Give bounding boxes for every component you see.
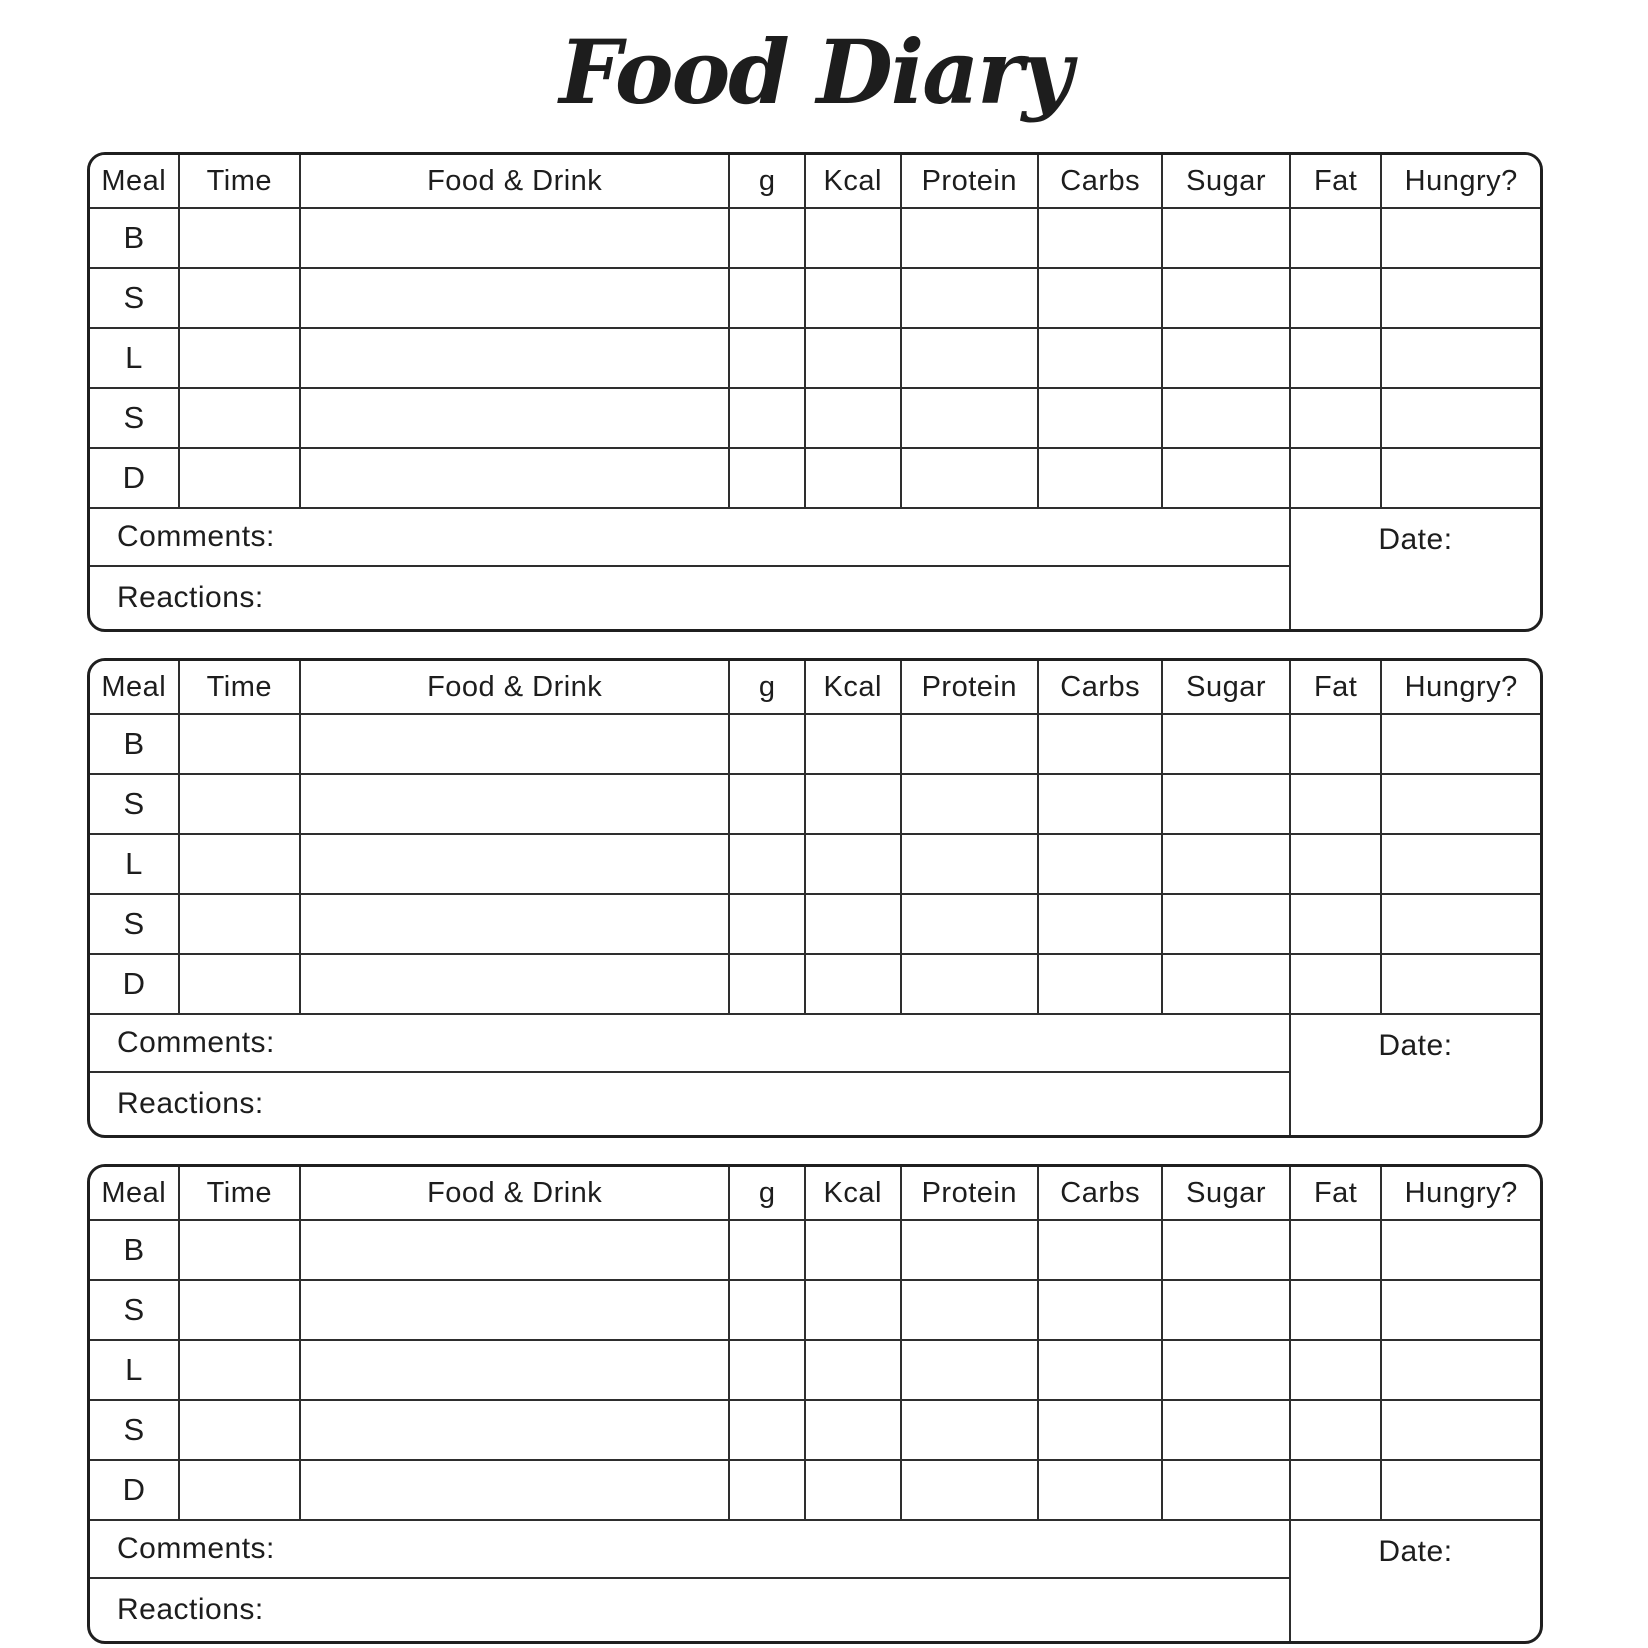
protein-cell[interactable] xyxy=(902,1461,1039,1521)
column-header-hungry: Hungry? xyxy=(1382,661,1540,715)
sugar-cell[interactable] xyxy=(1163,269,1290,329)
column-header-food-drink: Food & Drink xyxy=(301,1167,730,1221)
meal-label-snack2: S xyxy=(90,389,180,449)
column-header-meal: Meal xyxy=(90,155,180,209)
sugar-cell[interactable] xyxy=(1163,329,1290,389)
kcal-cell[interactable] xyxy=(806,1281,902,1341)
food-drink-cell[interactable] xyxy=(301,449,730,509)
column-header-food-drink: Food & Drink xyxy=(301,661,730,715)
column-header-sugar: Sugar xyxy=(1163,155,1290,209)
hungry-cell[interactable] xyxy=(1382,1401,1540,1461)
time-cell[interactable] xyxy=(180,775,302,835)
meal-label-snack2: S xyxy=(90,1401,180,1461)
column-header-kcal: Kcal xyxy=(806,155,902,209)
comments-label: Comments: xyxy=(117,1532,275,1565)
date-field[interactable] xyxy=(1291,509,1540,629)
kcal-cell[interactable] xyxy=(806,775,902,835)
food-drink-cell[interactable] xyxy=(301,895,730,955)
column-header-fat: Fat xyxy=(1291,661,1383,715)
column-header-protein: Protein xyxy=(902,1167,1039,1221)
time-cell[interactable] xyxy=(180,895,302,955)
meal-label-dinner: D xyxy=(90,1461,180,1521)
time-cell[interactable] xyxy=(180,389,302,449)
kcal-cell[interactable] xyxy=(806,449,902,509)
date-label: Date: xyxy=(1378,523,1453,556)
protein-cell[interactable] xyxy=(902,1341,1039,1401)
fat-cell[interactable] xyxy=(1291,775,1383,835)
food-drink-cell[interactable] xyxy=(301,1341,730,1401)
fat-cell[interactable] xyxy=(1291,955,1383,1015)
reactions-field[interactable] xyxy=(90,567,1289,629)
column-header-grams: g xyxy=(730,661,806,715)
fat-cell[interactable] xyxy=(1291,389,1383,449)
carbs-cell[interactable] xyxy=(1039,1461,1163,1521)
grams-cell[interactable] xyxy=(730,1281,806,1341)
reactions-field[interactable] xyxy=(90,1579,1289,1641)
hungry-cell[interactable] xyxy=(1382,775,1540,835)
sugar-cell[interactable] xyxy=(1163,715,1290,775)
reactions-label: Reactions: xyxy=(117,1087,264,1120)
kcal-cell[interactable] xyxy=(806,1461,902,1521)
time-cell[interactable] xyxy=(180,449,302,509)
meal-label-lunch: L xyxy=(90,1341,180,1401)
sugar-cell[interactable] xyxy=(1163,449,1290,509)
hungry-cell[interactable] xyxy=(1382,389,1540,449)
food-drink-cell[interactable] xyxy=(301,835,730,895)
date-label: Date: xyxy=(1378,1535,1453,1568)
grams-cell[interactable] xyxy=(730,269,806,329)
grams-cell[interactable] xyxy=(730,955,806,1015)
diary-block xyxy=(87,152,1543,632)
kcal-cell[interactable] xyxy=(806,209,902,269)
hungry-cell[interactable] xyxy=(1382,269,1540,329)
grams-cell[interactable] xyxy=(730,715,806,775)
carbs-cell[interactable] xyxy=(1039,329,1163,389)
date-label: Date: xyxy=(1378,1029,1453,1062)
food-drink-cell[interactable] xyxy=(301,775,730,835)
sugar-cell[interactable] xyxy=(1163,1281,1290,1341)
grams-cell[interactable] xyxy=(730,449,806,509)
food-drink-cell[interactable] xyxy=(301,1281,730,1341)
column-header-grams: g xyxy=(730,1167,806,1221)
hungry-cell[interactable] xyxy=(1382,329,1540,389)
column-header-protein: Protein xyxy=(902,661,1039,715)
grams-cell[interactable] xyxy=(730,389,806,449)
time-cell[interactable] xyxy=(180,955,302,1015)
meal-table xyxy=(90,661,1540,1015)
carbs-cell[interactable] xyxy=(1039,389,1163,449)
sugar-cell[interactable] xyxy=(1163,389,1290,449)
time-cell[interactable] xyxy=(180,329,302,389)
table-footer xyxy=(90,509,1540,629)
time-cell[interactable] xyxy=(180,1461,302,1521)
food-drink-cell[interactable] xyxy=(301,715,730,775)
meal-label-dinner: D xyxy=(90,955,180,1015)
grams-cell[interactable] xyxy=(730,1461,806,1521)
meal-label-snack: S xyxy=(90,269,180,329)
fat-cell[interactable] xyxy=(1291,209,1383,269)
date-field[interactable] xyxy=(1291,1521,1540,1641)
hungry-cell[interactable] xyxy=(1382,1461,1540,1521)
hungry-cell[interactable] xyxy=(1382,1221,1540,1281)
comments-field[interactable] xyxy=(90,1015,1289,1073)
protein-cell[interactable] xyxy=(902,1221,1039,1281)
food-drink-cell[interactable] xyxy=(301,955,730,1015)
sugar-cell[interactable] xyxy=(1163,955,1290,1015)
carbs-cell[interactable] xyxy=(1039,775,1163,835)
protein-cell[interactable] xyxy=(902,389,1039,449)
sugar-cell[interactable] xyxy=(1163,1221,1290,1281)
fat-cell[interactable] xyxy=(1291,1341,1383,1401)
food-drink-cell[interactable] xyxy=(301,329,730,389)
column-header-meal: Meal xyxy=(90,1167,180,1221)
sugar-cell[interactable] xyxy=(1163,1341,1290,1401)
food-drink-cell[interactable] xyxy=(301,209,730,269)
hungry-cell[interactable] xyxy=(1382,449,1540,509)
food-drink-cell[interactable] xyxy=(301,1401,730,1461)
fat-cell[interactable] xyxy=(1291,1461,1383,1521)
kcal-cell[interactable] xyxy=(806,715,902,775)
sugar-cell[interactable] xyxy=(1163,835,1290,895)
kcal-cell[interactable] xyxy=(806,955,902,1015)
date-field[interactable] xyxy=(1291,1015,1540,1135)
grams-cell[interactable] xyxy=(730,1221,806,1281)
fat-cell[interactable] xyxy=(1291,1221,1383,1281)
column-header-kcal: Kcal xyxy=(806,1167,902,1221)
fat-cell[interactable] xyxy=(1291,269,1383,329)
meal-label-breakfast: B xyxy=(90,209,180,269)
grams-cell[interactable] xyxy=(730,1401,806,1461)
column-header-sugar: Sugar xyxy=(1163,661,1290,715)
sugar-cell[interactable] xyxy=(1163,895,1290,955)
food-drink-cell[interactable] xyxy=(301,1461,730,1521)
meal-label-dinner: D xyxy=(90,449,180,509)
time-cell[interactable] xyxy=(180,1401,302,1461)
fat-cell[interactable] xyxy=(1291,1401,1383,1461)
column-header-time: Time xyxy=(180,1167,302,1221)
reactions-label: Reactions: xyxy=(117,1593,264,1626)
column-header-kcal: Kcal xyxy=(806,661,902,715)
sugar-cell[interactable] xyxy=(1163,1461,1290,1521)
reactions-label: Reactions: xyxy=(117,581,264,614)
carbs-cell[interactable] xyxy=(1039,449,1163,509)
grams-cell[interactable] xyxy=(730,329,806,389)
column-header-time: Time xyxy=(180,661,302,715)
hungry-cell[interactable] xyxy=(1382,1341,1540,1401)
grams-cell[interactable] xyxy=(730,775,806,835)
protein-cell[interactable] xyxy=(902,895,1039,955)
kcal-cell[interactable] xyxy=(806,1221,902,1281)
meal-table xyxy=(90,1167,1540,1521)
food-drink-cell[interactable] xyxy=(301,389,730,449)
fat-cell[interactable] xyxy=(1291,329,1383,389)
carbs-cell[interactable] xyxy=(1039,1341,1163,1401)
page-title: Food Diary xyxy=(559,20,1071,124)
protein-cell[interactable] xyxy=(902,1401,1039,1461)
grams-cell[interactable] xyxy=(730,895,806,955)
comments-label: Comments: xyxy=(117,520,275,553)
grams-cell[interactable] xyxy=(730,1341,806,1401)
carbs-cell[interactable] xyxy=(1039,835,1163,895)
column-header-carbs: Carbs xyxy=(1039,1167,1163,1221)
column-header-hungry: Hungry? xyxy=(1382,155,1540,209)
hungry-cell[interactable] xyxy=(1382,715,1540,775)
protein-cell[interactable] xyxy=(902,269,1039,329)
kcal-cell[interactable] xyxy=(806,329,902,389)
meal-table xyxy=(90,155,1540,509)
kcal-cell[interactable] xyxy=(806,895,902,955)
meal-label-breakfast: B xyxy=(90,715,180,775)
time-cell[interactable] xyxy=(180,835,302,895)
comments-label: Comments: xyxy=(117,1026,275,1059)
fat-cell[interactable] xyxy=(1291,1281,1383,1341)
fat-cell[interactable] xyxy=(1291,895,1383,955)
column-header-meal: Meal xyxy=(90,661,180,715)
carbs-cell[interactable] xyxy=(1039,1401,1163,1461)
hungry-cell[interactable] xyxy=(1382,1281,1540,1341)
food-drink-cell[interactable] xyxy=(301,269,730,329)
protein-cell[interactable] xyxy=(902,1281,1039,1341)
fat-cell[interactable] xyxy=(1291,449,1383,509)
kcal-cell[interactable] xyxy=(806,835,902,895)
column-header-fat: Fat xyxy=(1291,1167,1383,1221)
kcal-cell[interactable] xyxy=(806,1401,902,1461)
protein-cell[interactable] xyxy=(902,329,1039,389)
column-header-sugar: Sugar xyxy=(1163,1167,1290,1221)
reactions-field[interactable] xyxy=(90,1073,1289,1135)
table-footer xyxy=(90,1521,1540,1641)
hungry-cell[interactable] xyxy=(1382,955,1540,1015)
time-cell[interactable] xyxy=(180,1221,302,1281)
hungry-cell[interactable] xyxy=(1382,835,1540,895)
kcal-cell[interactable] xyxy=(806,269,902,329)
protein-cell[interactable] xyxy=(902,955,1039,1015)
time-cell[interactable] xyxy=(180,1341,302,1401)
column-header-carbs: Carbs xyxy=(1039,155,1163,209)
meal-label-lunch: L xyxy=(90,329,180,389)
sugar-cell[interactable] xyxy=(1163,209,1290,269)
column-header-grams: g xyxy=(730,155,806,209)
sugar-cell[interactable] xyxy=(1163,1401,1290,1461)
carbs-cell[interactable] xyxy=(1039,715,1163,775)
column-header-carbs: Carbs xyxy=(1039,661,1163,715)
grams-cell[interactable] xyxy=(730,835,806,895)
time-cell[interactable] xyxy=(180,209,302,269)
fat-cell[interactable] xyxy=(1291,715,1383,775)
column-header-fat: Fat xyxy=(1291,155,1383,209)
meal-label-snack: S xyxy=(90,775,180,835)
carbs-cell[interactable] xyxy=(1039,269,1163,329)
carbs-cell[interactable] xyxy=(1039,895,1163,955)
grams-cell[interactable] xyxy=(730,209,806,269)
diary-block xyxy=(87,658,1543,1138)
protein-cell[interactable] xyxy=(902,775,1039,835)
time-cell[interactable] xyxy=(180,269,302,329)
carbs-cell[interactable] xyxy=(1039,1221,1163,1281)
meal-label-breakfast: B xyxy=(90,1221,180,1281)
carbs-cell[interactable] xyxy=(1039,1281,1163,1341)
carbs-cell[interactable] xyxy=(1039,955,1163,1015)
comments-field[interactable] xyxy=(90,1521,1289,1579)
diary-block xyxy=(87,1164,1543,1644)
fat-cell[interactable] xyxy=(1291,835,1383,895)
meal-label-snack: S xyxy=(90,1281,180,1341)
sugar-cell[interactable] xyxy=(1163,775,1290,835)
protein-cell[interactable] xyxy=(902,835,1039,895)
food-drink-cell[interactable] xyxy=(301,1221,730,1281)
hungry-cell[interactable] xyxy=(1382,209,1540,269)
carbs-cell[interactable] xyxy=(1039,209,1163,269)
protein-cell[interactable] xyxy=(902,449,1039,509)
column-header-food-drink: Food & Drink xyxy=(301,155,730,209)
notes-section xyxy=(90,509,1291,629)
kcal-cell[interactable] xyxy=(806,1341,902,1401)
notes-section xyxy=(90,1015,1291,1135)
meal-label-lunch: L xyxy=(90,835,180,895)
protein-cell[interactable] xyxy=(902,715,1039,775)
column-header-protein: Protein xyxy=(902,155,1039,209)
meal-label-snack2: S xyxy=(90,895,180,955)
column-header-time: Time xyxy=(180,155,302,209)
notes-section xyxy=(90,1521,1291,1641)
time-cell[interactable] xyxy=(180,1281,302,1341)
column-header-hungry: Hungry? xyxy=(1382,1167,1540,1221)
comments-field[interactable] xyxy=(90,509,1289,567)
protein-cell[interactable] xyxy=(902,209,1039,269)
table-footer xyxy=(90,1015,1540,1135)
hungry-cell[interactable] xyxy=(1382,895,1540,955)
time-cell[interactable] xyxy=(180,715,302,775)
kcal-cell[interactable] xyxy=(806,389,902,449)
